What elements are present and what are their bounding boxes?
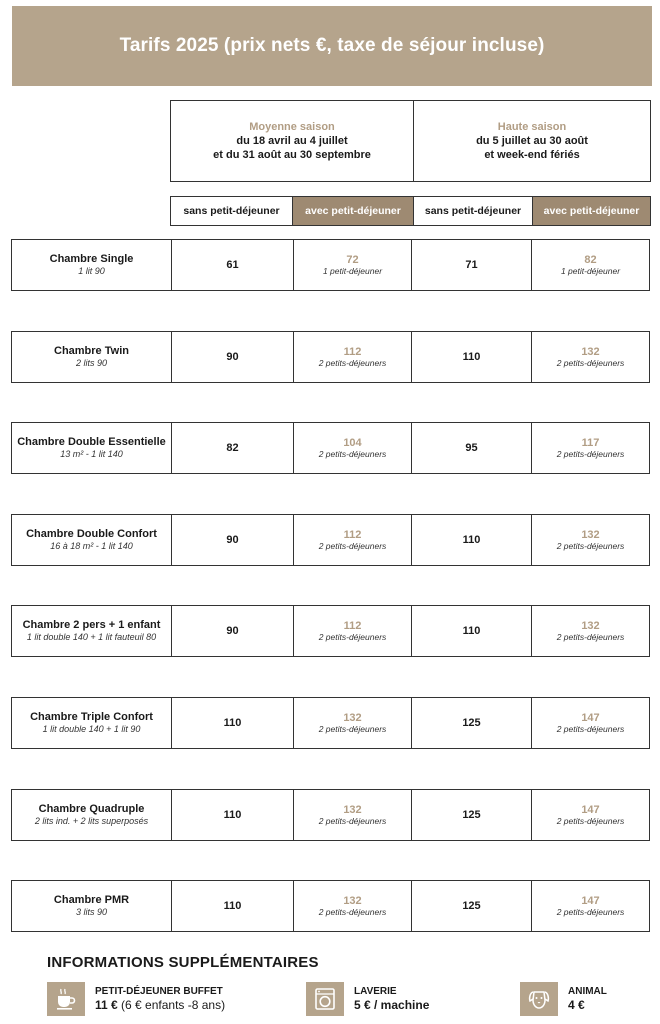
price-value: 132 [581,528,600,541]
table-row [11,880,650,932]
room-name-cell [12,240,171,290]
price-high-without [411,423,531,473]
price-value: 147 [581,711,600,724]
breakfast-note: 2 petits-déjeuners [318,357,387,368]
price-mid-without [171,698,293,748]
room-name: Chambre 2 pers + 1 enfant [22,619,161,631]
room-name-cell [12,515,171,565]
price-value: 104 [343,436,362,449]
price-value: 117 [581,436,600,449]
table-row [11,514,650,566]
price-mid-with [293,240,411,290]
price-value: 110 [223,809,242,821]
price-high-with [531,790,649,840]
price-value: 125 [462,809,481,821]
price-value: 132 [343,894,362,907]
season-dates-line2: et week-end fériés [484,149,580,161]
price-value: 90 [226,534,239,546]
price-high-without [411,790,531,840]
price-high-without [411,240,531,290]
price-value: 82 [226,442,239,454]
price-value: 90 [226,625,239,637]
price-value: 72 [346,253,359,266]
info-label: ANIMAL [568,985,607,997]
price-value: 95 [465,442,478,454]
room-name: Chambre PMR [53,894,130,906]
room-name: Chambre Twin [54,345,129,357]
price-high-without [411,606,531,656]
subheader-high-with: avec petit-déjeuner [532,196,651,226]
price-value: 132 [343,711,362,724]
breakfast-note: 1 petit-déjeuner [560,265,621,276]
breakfast-note: 2 petits-déjeuners [556,723,625,734]
price-value: 147 [581,803,600,816]
breakfast-note: 2 petits-déjeuners [556,540,625,551]
price-high-without [411,515,531,565]
price-value: 147 [581,894,600,907]
price-mid-without [171,423,293,473]
info-label: LAVERIE [354,985,397,997]
price-mid-with [293,881,411,931]
room-description: 1 lit 90 [78,266,105,276]
room-name: Chambre Single [49,253,134,265]
dog-icon [520,982,558,1016]
breakfast-note: 2 petits-déjeuners [318,815,387,826]
price-value: 125 [462,900,481,912]
price-value: 112 [343,528,362,541]
title-banner [12,6,652,86]
subheader-high-without: sans petit-déjeuner [413,196,533,226]
info-value: 4 € [568,997,585,1012]
price-value: 110 [462,351,481,363]
price-high-with [531,881,649,931]
room-description: 2 lits 90 [75,358,108,368]
price-mid-with [293,515,411,565]
info-laundry [306,982,429,1016]
price-high-without [411,332,531,382]
table-row [11,789,650,841]
price-value: 110 [462,534,481,546]
room-name: Chambre Triple Confort [30,711,153,723]
price-high-with [531,332,649,382]
price-value: 110 [223,717,242,729]
room-name: Chambre Double Essentielle [17,436,166,448]
room-description: 1 lit double 140 + 1 lit 90 [42,724,141,734]
breakfast-note: 2 petits-déjeuners [318,906,387,917]
table-row [11,697,650,749]
page-title: Tarifs 2025 (prix nets €, taxe de séjour incluse) [119,35,545,56]
breakfast-note: 2 petits-déjeuners [318,631,387,642]
price-value: 71 [465,259,478,271]
price-value: 112 [343,619,362,632]
breakfast-note: 2 petits-déjeuners [556,815,625,826]
price-high-with [531,423,649,473]
price-mid-without [171,606,293,656]
info-breakfast [47,982,225,1016]
table-row [11,605,650,657]
price-high-with [531,606,649,656]
breakfast-note: 2 petits-déjeuners [318,540,387,551]
breakfast-note: 2 petits-déjeuners [318,448,387,459]
room-name-cell [12,790,171,840]
price-mid-without [171,332,293,382]
price-value: 82 [584,253,597,266]
table-row [11,331,650,383]
price-mid-with [293,332,411,382]
season-header-mid [170,100,414,182]
info-title: INFORMATIONS SUPPLÉMENTAIRES [47,954,319,971]
room-description: 1 lit double 140 + 1 lit fauteuil 80 [26,632,157,642]
table-row [11,422,650,474]
price-mid-without [171,790,293,840]
room-description: 13 m² - 1 lit 140 [60,449,123,459]
subheader-mid-with: avec petit-déjeuner [292,196,414,226]
season-dates-line1: du 18 avril au 4 juillet [236,135,348,147]
info-animal [520,982,607,1016]
info-value: 11 € (6 € enfants -8 ans) [95,997,226,1012]
breakfast-note: 2 petits-déjeuners [556,357,625,368]
room-name: Chambre Double Confort [26,528,157,540]
room-name-cell [12,332,171,382]
price-high-without [411,698,531,748]
room-description: 2 lits ind. + 2 lits superposés [34,816,149,826]
room-name-cell [12,698,171,748]
price-mid-without [171,240,293,290]
coffee-cup-icon [47,982,85,1016]
breakfast-note: 2 petits-déjeuners [318,723,387,734]
breakfast-note: 1 petit-déjeuner [322,265,383,276]
season-name: Moyenne saison [249,121,335,133]
subheader-mid-without: sans petit-déjeuner [170,196,293,226]
price-value: 125 [462,717,481,729]
price-mid-with [293,698,411,748]
breakfast-note: 2 petits-déjeuners [556,448,625,459]
price-mid-without [171,515,293,565]
price-high-with [531,515,649,565]
price-mid-with [293,606,411,656]
price-value: 112 [343,345,362,358]
washing-machine-icon [306,982,344,1016]
price-value: 132 [343,803,362,816]
season-dates-line1: du 5 juillet au 30 août [476,135,588,147]
price-value: 110 [462,625,481,637]
room-name-cell [12,881,171,931]
price-high-with [531,698,649,748]
room-description: 16 à 18 m² - 1 lit 140 [50,541,133,551]
price-value: 132 [581,345,600,358]
breakfast-note: 2 petits-déjeuners [556,631,625,642]
price-value: 132 [581,619,600,632]
room-description: 3 lits 90 [75,907,108,917]
info-value: 5 € / machine [354,997,430,1012]
price-value: 90 [226,351,239,363]
price-mid-with [293,790,411,840]
price-mid-with [293,423,411,473]
season-name: Haute saison [497,121,567,133]
room-name: Chambre Quadruple [38,803,145,815]
price-mid-without [171,881,293,931]
price-high-with [531,240,649,290]
table-row [11,239,650,291]
room-name-cell [12,423,171,473]
price-high-without [411,881,531,931]
season-header-high [413,100,651,182]
price-value: 110 [223,900,242,912]
breakfast-note: 2 petits-déjeuners [556,906,625,917]
room-name-cell [12,606,171,656]
price-value: 61 [226,259,239,271]
season-dates-line2: et du 31 août au 30 septembre [213,149,371,161]
info-label: PETIT-DÉJEUNER BUFFET [95,985,223,997]
